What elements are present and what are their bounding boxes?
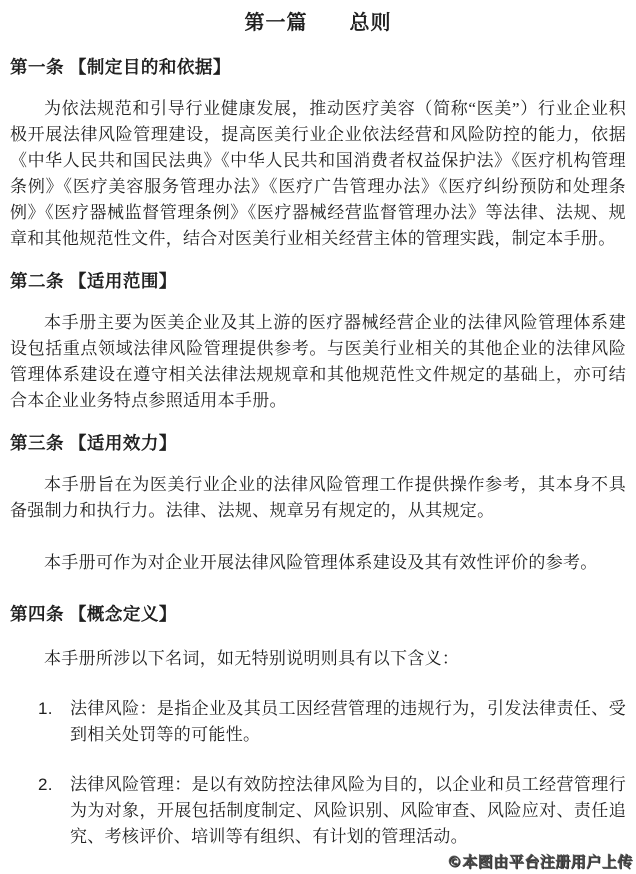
- article-2-heading: 第二条 【适用范围】: [10, 271, 177, 291]
- definition-1-number: 1.: [38, 699, 53, 718]
- article-4-intro-paragraph: 本手册所涉以下名词，如无特别说明则具有以下含义：: [44, 649, 460, 668]
- definition-item-1: [10, 696, 626, 748]
- article-3-heading: 第三条 【适用效力】: [10, 433, 177, 453]
- section-article-4: [10, 602, 626, 850]
- article-1-heading: 第一条 【制定目的和依据】: [10, 57, 231, 77]
- article-3-paragraph-1: 本手册旨在为医美行业企业的法律风险管理工作提供操作参考，其本身不具备强制力和执行力。法律、法规、规章另有规定的，从其规定。: [10, 475, 626, 520]
- section-article-2: [10, 269, 626, 414]
- article-3-paragraph-2: 本手册可作为对企业开展法律风险管理体系建设及其有效性评价的参考。: [44, 553, 598, 572]
- article-1-paragraph: 为依法规范和引导行业健康发展，推动医疗美容（简称“医美”）行业企业积极开展法律风险管理建设，提高医美行业企业依法经营和风险防控的能力，依据《中华人民共和国民法典》《中华人民共和国消费者权益保护法》《医疗机构管理条例》《医疗美容服务管理办法》《医疗广告管理办法》《医疗纠纷预防和处理条例》《医疗器械监督管理条例》《医疗器械经营监督管理办法》等法律、法规、规章和其他规范性文件，结合对医美行业相关经营主体的管理实践，制定本手册。: [10, 99, 626, 248]
- section-article-1: [10, 55, 626, 252]
- definition-2-number: 2.: [38, 775, 53, 794]
- page-title: 第一篇 总则: [244, 12, 392, 34]
- definition-2-text: 法律风险管理：是以有效防控法律风险为目的，以企业和员工经营管理行为为对象，开展包括制度制定、风险识别、风险审查、风险应对、责任追究、考核评价、培训等有组织、有计划的管理活动。: [70, 775, 626, 846]
- article-4-heading: 第四条 【概念定义】: [10, 604, 177, 624]
- section-article-3: [10, 431, 626, 576]
- definition-1-text: 法律风险：是指企业及其员工因经营管理的违规行为，引发法律责任、受到相关处罚等的可能性。: [70, 699, 626, 744]
- uploader-watermark: ©本图由平台注册用户上传: [446, 853, 633, 871]
- definition-item-2: [10, 772, 626, 850]
- article-2-paragraph: 本手册主要为医美企业及其上游的医疗器械经营企业的法律风险管理体系建设包括重点领域法律风险管理提供参考。与医美行业相关的其他企业的法律风险管理体系建设在遵守相关法律法规规章和其他规范性文件规定的基础上，亦可结合本企业业务特点参照适用本手册。: [10, 313, 626, 410]
